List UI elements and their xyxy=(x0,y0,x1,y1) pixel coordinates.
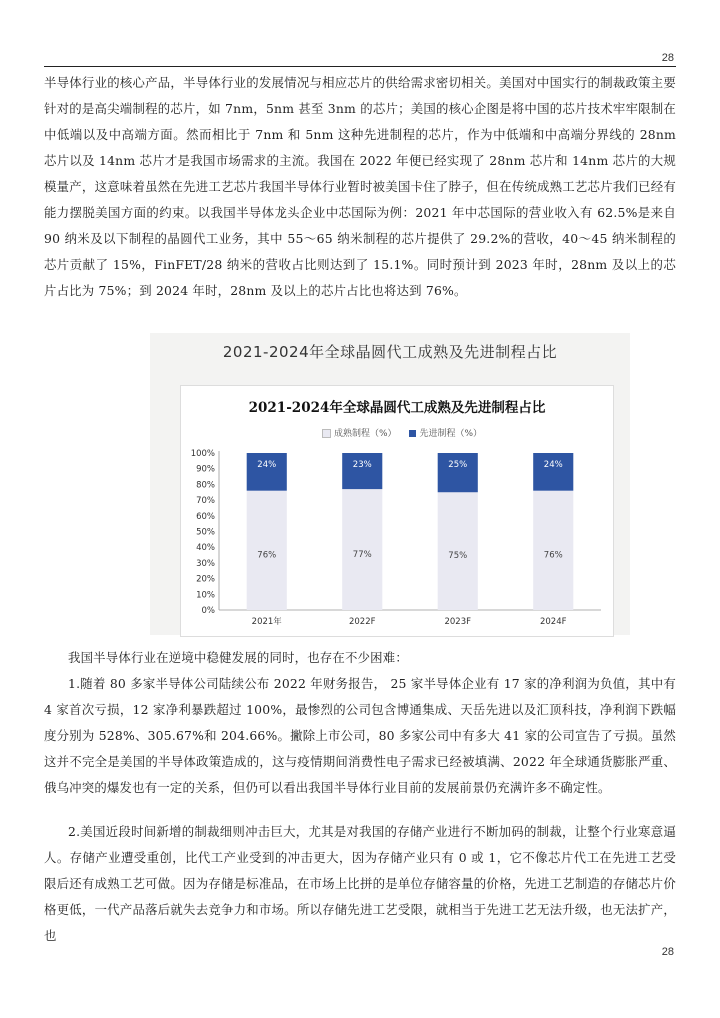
x-tick-label: 2021年 xyxy=(251,617,282,627)
chart-title: 2021-2024年全球晶圆代工成熟及先进制程占比 xyxy=(248,400,546,416)
paragraph-difficulties-intro: 我国半导体行业在逆境中稳健发展的同时，也存在不少困难： xyxy=(68,650,408,665)
y-tick-label: 30% xyxy=(196,558,215,569)
y-tick-label: 80% xyxy=(196,480,215,491)
y-tick-label: 70% xyxy=(196,496,215,507)
header-rule xyxy=(44,66,676,67)
figure-caption-title: 2021-2024年全球晶圆代工成熟及先进制程占比 xyxy=(222,343,558,361)
bar-value-label: 76% xyxy=(543,550,563,561)
y-tick-label: 10% xyxy=(196,590,215,601)
y-tick-label: 0% xyxy=(201,606,215,616)
paragraph-intro: 半导体行业的核心产品，半导体行业的发展情况与相应芯片的供给需求密切相关。美国对中国实行的制裁政策主要针对的是高尖端制程的芯片，如 7nm，5nm 甚至 3nm 的芯片；美国的核心企图是将中国的芯片技术牢牢限制在中低端以及中高端方面。然而相比于 7nm 和 5nm 这种先进制程的芯片，作为中低端和中高端分界线的 28nm 芯片以及 14nm 芯片才是我国市场需求的主流。我国在 2022 年便已经实现了 28nm 芯片和 14nm 芯片的大规模量产，这意味着虽然在先进工艺芯片我国半导体行业暂时被美国卡住了脖子，但在传统成熟工艺芯片我们已经有能力摆脱美国方面的约束。以我国半导体龙头企业中芯国际为例：2021 年中芯国际的营业收入有 62.5%是来自 90 纳米及以下制程的晶圆代工业务，其中 55～65 纳米制程的芯片提供了 29.2%的营收，40～45 纳米制程的芯片贡献了 15%，FinFET/28 纳米的营收占比则达到了 15.1%。同时预计到 2023 年时，28nm 及以上的芯片占比为 75%；到 2024 年时，28nm 及以上的芯片占比也将达到 76%。 xyxy=(44,75,676,298)
chart-figure xyxy=(150,333,630,635)
x-tick-label: 2023F xyxy=(444,617,472,627)
bar-segment-advanced xyxy=(342,453,382,489)
y-tick-label: 90% xyxy=(196,464,215,475)
x-tick-label: 2022F xyxy=(348,617,376,627)
chart-plot xyxy=(181,386,613,636)
y-tick-label: 60% xyxy=(196,511,215,522)
y-tick-label: 50% xyxy=(196,527,215,538)
bar-segment-advanced xyxy=(438,453,478,492)
page-number-bottom: 28 xyxy=(661,946,674,958)
paragraph-point-1: 1.随着 80 多家半导体公司陆续公布 2022 年财务报告， 25 家半导体企业有 17 家的净利润为负值，其中有 4 家首次亏损，12 家净利暴跌超过 100%，最惨烈的公司包含博通集成、天岳先进以及汇顶科技，净利润下跌幅度分别为 528%、305.67%和 204.66%。撇除上市公司，80 多家公司中有多大 41 家的公司宣告了亏损。虽然这并不完全是美国的半导体政策造成的，这与疫情期间消费性电子需求已经被填满、2022 年全球通货膨胀严重、俄乌冲突的爆发也有一定的关系，但仍可以看出我国半导体行业目前的发展前景仍充满许多不确定性。 xyxy=(44,676,676,795)
bar-value-label: 24% xyxy=(257,460,277,470)
bar-value-label: 77% xyxy=(352,549,372,560)
bar-segment-advanced xyxy=(533,453,573,491)
bar-value-label: 25% xyxy=(448,460,468,470)
bar-value-label: 24% xyxy=(543,460,563,470)
y-tick-label: 40% xyxy=(196,543,215,554)
y-tick-label: 100% xyxy=(190,449,215,459)
chart-card xyxy=(180,385,614,637)
legend-label-mature: 成熟制程（%） xyxy=(334,429,397,439)
bar-segment-advanced xyxy=(247,453,287,491)
bar-value-label: 76% xyxy=(257,550,277,561)
legend-label-advanced: 先进制程（%） xyxy=(419,429,482,439)
page-number-top: 28 xyxy=(661,52,674,64)
bar-value-label: 23% xyxy=(352,460,372,470)
x-tick-label: 2024F xyxy=(539,617,567,627)
bar-value-label: 75% xyxy=(448,551,468,562)
paragraph-point-2: 2.美国近段时间新增的制裁细则冲击巨大，尤其是对我国的存储产业进行不断加码的制裁，让整个行业寒意逼人。存储产业遭受重创，比代工产业受到的冲击更大，因为存储产业只有 0 或 1，它不像芯片代工在先进工艺受限后还有成熟工艺可做。因为存储是标准品，在市场上比拼的是单位存储容量的价格，先进工艺制造的存储芯片价格更低，一代产品落后就失去竞争力和市场。所以存储先进工艺受限，就相当于先进工艺无法升级，也无法扩产，也 xyxy=(44,824,676,943)
y-tick-label: 20% xyxy=(196,574,215,585)
